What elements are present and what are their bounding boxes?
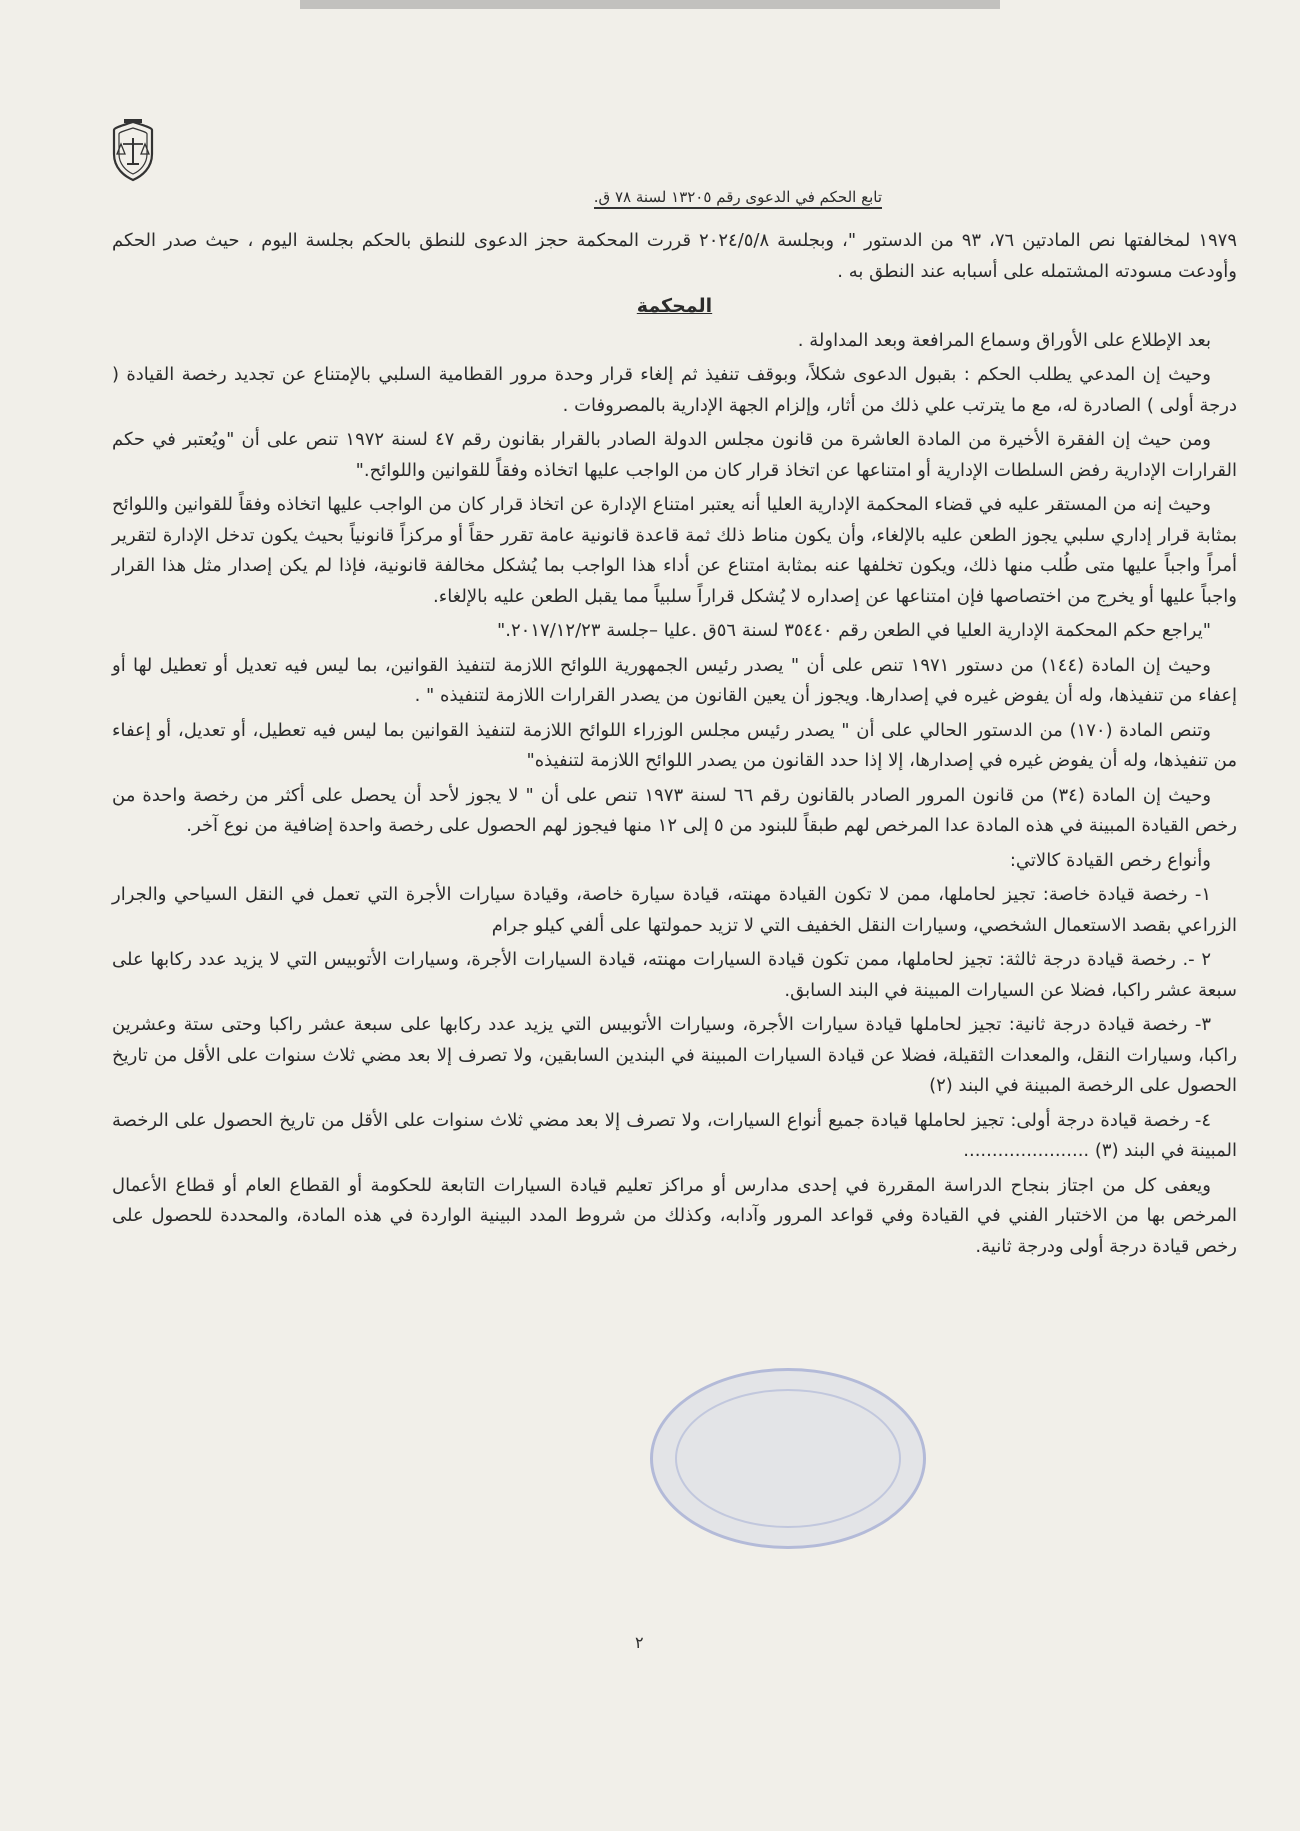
paragraph-negative-decision: وحيث إنه من المستقر عليه في قضاء المحكمة الإدارية العليا أنه يعتبر امتناع الإدارة عن اتخاذ قرار كان من الواجب عليها اتخاذه وفقاً للقوانين واللوائح بمثابة قرار إداري سلبي يجوز الطعن عليه بالإلغاء، وأن يكون مناط ذلك ثمة قاعدة قانونية عامة تقرر حقاً أو مركزاً قانونياً بحيث يكون تدخل الإدارة لتقرير أمراً واجباً عليها متى طُلب منها ذلك، ويكون تخلفها عنه بمثابة امتناع عن أداء هذا الواجب بما يُشكل مخالفة قانونية، فإذا لم يكن إصدار مثل هذا القرار واجباً عليها أو يخرج من اختصاصها فإن امتناعها عن إصداره لا يُشكل قراراً سلبياً مما يقبل الطعن عليه بالإلغاء.	[112, 494, 1237, 607]
top-edge-shadow	[300, 0, 1000, 9]
list-item-second-grade-license: ٣- رخصة قيادة درجة ثانية: تجيز لحاملها قيادة سيارات الأجرة، وسيارات الأتوبيس التي يزيد عدد ركابها على سبعة عشر راكبا وحتى ستة وعشرين راكبا، وسيارات النقل، والمعدات الثقيلة، فضلا عن قيادة السيارات المبينة في البندين السابقين، ولا تصرف إلا بعد مضي ثلاث سنوات على الأقل من تاريخ الحصول على الرخصة المبينة في البند (٢)	[112, 1014, 1237, 1096]
page-number: ٢	[635, 1633, 644, 1652]
paragraph-article-34: وحيث إن المادة (٣٤) من قانون المرور الصادر بالقانون رقم ٦٦ لسنة ١٩٧٣ تنص على أن " لا يجوز لأحد أن يحصل على أكثر من رخصة واحدة من رخص القيادة المبينة في هذه المادة عدا المرخص لهم طبقاً للبنود من ٥ إلى ١٢ منها فيجوز لهم الحصول على رخصة واحدة إضافية من نوع آخر.	[112, 784, 1237, 836]
paragraph-license-types-heading: وأنواع رخص القيادة كالاتي:	[1009, 849, 1211, 871]
case-reference-header: تابع الحكم في الدعوى رقم ١٣٢٠٥ لسنة ٧٨ ق.	[594, 188, 882, 209]
paragraph-deliberation: بعد الإطلاع على الأوراق وسماع المرافعة وبعد المداولة .	[797, 329, 1211, 351]
paragraph-article-170: وتنص المادة (١٧٠) من الدستور الحالي على أن " يصدر رئيس مجلس الوزراء اللوائح اللازمة لتنفيذ القوانين بما ليس فيه تعطيل، أو تعديل، أو إعفاء من تنفيذها، وله أن يفوض غيره في إصدارها، إلا إذا حدد القانون من يصدر اللوائح اللازمة لتنفيذه"	[112, 719, 1237, 771]
list-item-private-license: ١- رخصة قيادة خاصة: تجيز لحاملها، ممن لا تكون القيادة مهنته، قيادة سيارة خاصة، وقيادة سيارات الأجرة التي تعمل في النقل السياحي والجرار الزراعي بقصد الاستعمال الشخصي، وسيارات النقل الخفيف التي لا تزيد حمولتها على ألفي كيلو جرام	[112, 884, 1237, 936]
paragraph-article-144: وحيث إن المادة (١٤٤) من دستور ١٩٧١ تنص على أن " يصدر رئيس الجمهورية اللوائح اللازمة لتنفيذ القوانين، بما ليس فيه تعديل أو تعطيل لها أو إعفاء من تنفيذها، وله أن يفوض غيره في إصدارها. ويجوز أن يعين القانون من يصدر القرارات اللازمة لتنفيذه " .	[112, 654, 1237, 706]
stamp-inner-ring	[675, 1389, 901, 1528]
paragraph-claims: وحيث إن المدعي يطلب الحكم : بقبول الدعوى شكلاً، وبوقف تنفيذ ثم إلغاء قرار وحدة مرور القطامية السلبي بالإمتناع عن تجديد رخصة القيادة ( درجة أولى ) الصادرة له، مع ما يترتب علي ذلك من أثار، وإلزام الجهة الإدارية بالمصروفات .	[112, 364, 1237, 416]
list-item-first-grade-license: ٤- رخصة قيادة درجة أولى: تجيز لحاملها قيادة جميع أنواع السيارات، ولا تصرف إلا بعد مضي ثلاث سنوات على الأقل من تاريخ الحصول على الرخصة المبينة في البند (٣) ......................	[112, 1109, 1237, 1161]
judgment-body	[112, 226, 1237, 1266]
paragraph-citation: "يراجع حكم المحكمة الإدارية العليا في الطعن رقم ٣٥٤٤٠ لسنة ٥٦ق .عليا –جلسة ٢٠١٧/١٢/٢٣."	[497, 620, 1211, 641]
court-emblem-icon	[108, 118, 158, 182]
official-stamp-seal	[650, 1368, 926, 1549]
paragraph-exemption: ويعفى كل من اجتاز بنجاح الدراسة المقررة في إحدى مدارس أو مراكز تعليم قيادة السيارات التابعة للحكومة أو القطاع العام أو قطاع الأعمال المرخص بها من الاختبار الفني في القيادة وفي قواعد المرور وآدابه، وكذلك من شروط المدد البينية الواردة في هذه المادة، والمحددة للحصول على رخص قيادة درجة أولى ودرجة ثانية.	[112, 1174, 1237, 1257]
intro-paragraph: ١٩٧٩ لمخالفتها نص المادتين ٧٦، ٩٣ من الدستور "، وبجلسة ٢٠٢٤/٥/٨ قررت المحكمة حجز الدعوى للنطق بالحكم بجلسة اليوم ، حيث صدر الحكم وأودعت مسودته المشتمله على أسبابه عند النطق به .	[112, 230, 1237, 282]
paragraph-state-council-law: ومن حيث إن الفقرة الأخيرة من المادة العاشرة من قانون مجلس الدولة الصادر بالقرار بقانون رقم ٤٧ لسنة ١٩٧٢ تنص على أن "ويُعتبر في حكم القرارات الإدارية رفض السلطات الإدارية أو امتناعها عن اتخاذ قرار كان من الواجب عليها اتخاذه وفقاً للقوانين واللوائح."	[112, 429, 1237, 481]
list-item-third-grade-license: ٢ -. رخصة قيادة درجة ثالثة: تجيز لحاملها، ممن تكون قيادة السيارات مهنته، قيادة السيارات الأجرة، وسيارات الأتوبيس التي لا يزيد عدد ركابها على سبعة عشر راكبا، فضلا عن السيارات المبينة في البند السابق.	[112, 949, 1237, 1001]
section-title: المحكمة	[636, 295, 713, 317]
